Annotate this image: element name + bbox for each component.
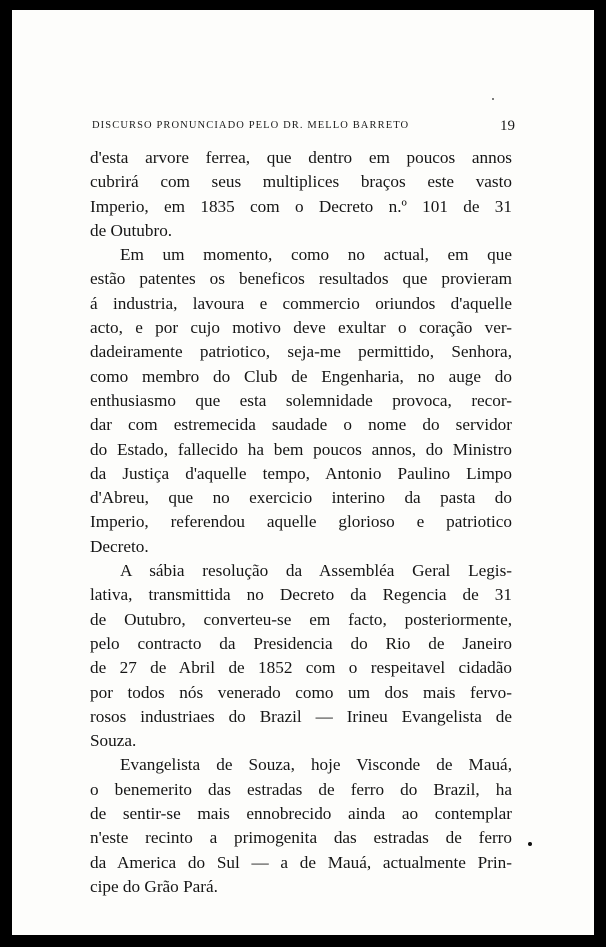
text-line: dar com estremecida saudade o nome do servidor bbox=[90, 415, 512, 435]
text-line: rosos industriaes do Brazil — Irineu Evangelista de bbox=[90, 706, 512, 726]
body-text bbox=[90, 146, 512, 899]
text-line: n'este recinto a primogenita das estradas de ferro bbox=[90, 828, 512, 848]
text-line: Evangelista de Souza, hoje Visconde de Mauá, bbox=[120, 755, 512, 775]
text-line: de sentir-se mais ennobrecido ainda ao contemplar bbox=[90, 804, 512, 824]
text-line: de 27 de Abril de 1852 com o respeitavel cidadão bbox=[90, 658, 512, 678]
text-line: como membro do Club de Engenharia, no auge do bbox=[90, 366, 512, 386]
text-line: Decreto. bbox=[90, 536, 149, 556]
text-line: Imperio, referendou aquelle glorioso e patriotico bbox=[90, 512, 512, 532]
text-line: Em um momento, como no actual, em que bbox=[120, 245, 512, 265]
speck-mark bbox=[492, 98, 494, 100]
text-line: lativa, transmittida no Decreto da Regencia de 31 bbox=[90, 585, 512, 605]
text-line: por todos nós venerado como um dos mais fervo- bbox=[90, 682, 512, 702]
text-line: estão patentes os beneficos resultados que provieram bbox=[90, 269, 512, 289]
text-line: Souza. bbox=[90, 731, 137, 751]
page-number: 19 bbox=[500, 118, 515, 134]
text-line: á industria, lavoura e commercio oriundos d'aquelle bbox=[90, 293, 512, 313]
text-line: cipe do Grão Pará. bbox=[90, 876, 218, 896]
text-line: dadeiramente patriotico, seja-me permittido, Senhora, bbox=[90, 342, 512, 362]
book-page bbox=[12, 10, 594, 935]
text-line: da America do Sul — a de Mauá, actualmente Prin- bbox=[90, 852, 512, 872]
text-line: acto, e por cujo motivo deve exultar o coração ver- bbox=[90, 318, 512, 338]
text-line: de Outubro. bbox=[90, 220, 173, 240]
text-line: pelo contracto da Presidencia do Rio de Janeiro bbox=[90, 633, 512, 653]
text-line: cubrirá com seus multiplices braços este vasto bbox=[90, 172, 512, 192]
text-line: da Justiça d'aquelle tempo, Antonio Paulino Limpo bbox=[90, 463, 512, 483]
text-line: Imperio, em 1835 com o Decreto n.º 101 de 31 bbox=[90, 196, 512, 216]
text-line: de Outubro, converteu-se em facto, posteriormente, bbox=[90, 609, 512, 629]
text-line: do Estado, fallecido ha bem poucos annos, do Ministro bbox=[90, 439, 512, 459]
text-line: o benemerito das estradas de ferro do Brazil, ha bbox=[90, 779, 512, 799]
text-line: enthusiasmo que esta solemnidade provoca, recor- bbox=[90, 390, 512, 410]
ink-dot bbox=[528, 842, 532, 846]
text-line: d'Abreu, que no exercicio interino da pasta do bbox=[90, 488, 512, 508]
text-line: d'esta arvore ferrea, que dentro em poucos annos bbox=[90, 148, 512, 167]
running-title: DISCURSO PRONUNCIADO PELO DR. MELLO BARRETO bbox=[92, 120, 410, 131]
text-line: A sábia resolução da Assembléa Geral Legis- bbox=[120, 561, 512, 581]
